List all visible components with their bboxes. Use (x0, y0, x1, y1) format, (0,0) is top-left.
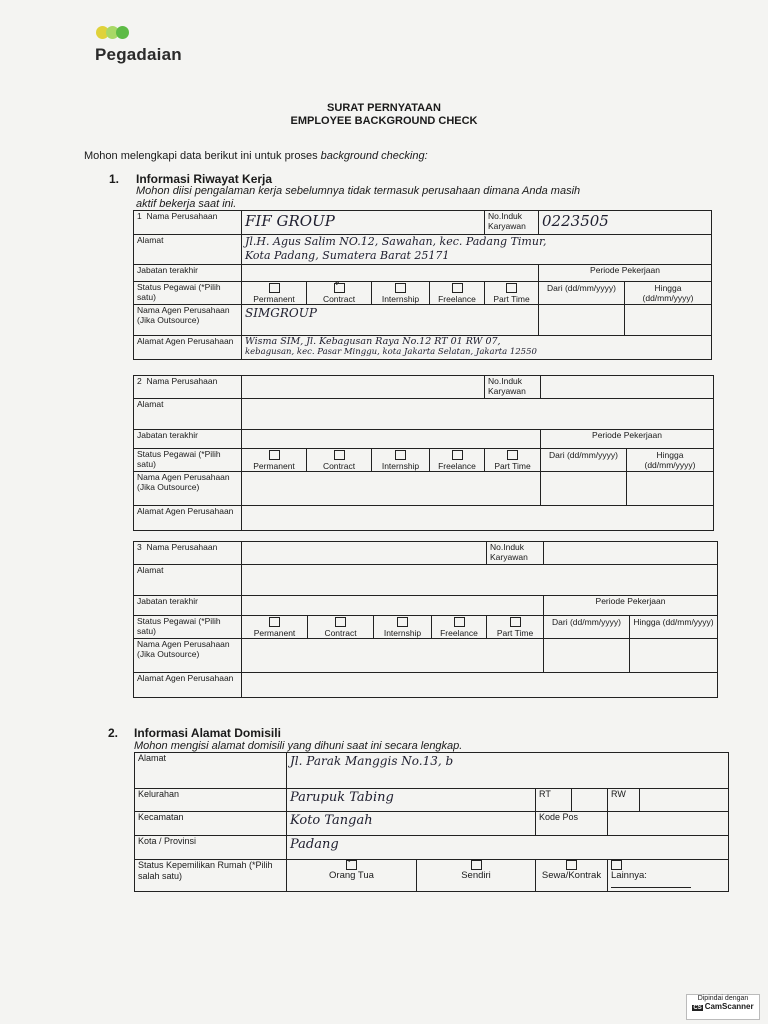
position-field[interactable] (242, 596, 544, 616)
postal-code-label: Kode Pos (536, 812, 608, 836)
position-label: Jabatan terakhir (134, 596, 242, 616)
checkbox-icon[interactable] (454, 617, 465, 627)
status-internship[interactable]: Internship (372, 449, 430, 472)
company-name-field[interactable] (242, 542, 487, 565)
section1-subtitle-2: aktif bekerja saat ini. (136, 198, 237, 210)
position-field[interactable] (242, 265, 539, 282)
agent-name-field[interactable] (242, 472, 541, 506)
checkbox-icon[interactable] (269, 617, 280, 627)
checkbox-icon[interactable] (269, 283, 280, 293)
company-name-field[interactable]: FIF GROUP (242, 211, 485, 235)
checkbox-checked-icon[interactable] (346, 860, 357, 870)
section2-subtitle: Mohon mengisi alamat domisili yang dihuni saat ini secara lengkap. (134, 740, 463, 752)
kelurahan-field[interactable]: Parupuk Tabing (287, 789, 536, 812)
section1-title: Informasi Riwayat Kerja (136, 172, 273, 186)
section1-subtitle-1: Mohon diisi pengalaman kerja sebelumnya tidak termasuk perusahaan dimana Anda masih (136, 185, 581, 197)
section1-number: 1. (109, 172, 120, 186)
employment-status-label: Status Pegawai (*Pilih satu) (134, 616, 242, 639)
company-name-label: 2 Nama Perusahaan (134, 376, 242, 399)
status-part-time[interactable]: Part Time (487, 616, 544, 639)
start-date-field[interactable]: Dari (dd/mm/yyyy) (539, 282, 625, 305)
housing-option-parents[interactable]: ✓ Orang Tua (287, 860, 417, 892)
start-date-field[interactable]: Dari (dd/mm/yyyy) (544, 616, 630, 639)
rw-field[interactable] (640, 789, 729, 812)
checkbox-icon[interactable] (395, 283, 406, 293)
end-date-value[interactable] (630, 639, 718, 673)
status-freelance[interactable]: Freelance (430, 449, 485, 472)
company-name-label: 3 Nama Perusahaan (134, 542, 242, 565)
start-date-field[interactable]: Dari (dd/mm/yyyy) (541, 449, 627, 472)
status-freelance[interactable]: Freelance (430, 282, 485, 305)
agent-address-label: Alamat Agen Perusahaan (134, 336, 242, 360)
checkbox-icon[interactable] (506, 283, 517, 293)
kecamatan-field[interactable]: Koto Tangah (287, 812, 536, 836)
domicile-address-field[interactable]: Jl. Parak Manggis No.13, b (287, 753, 729, 789)
doc-title-line2: EMPLOYEE BACKGROUND CHECK (290, 115, 478, 127)
status-internship[interactable]: Internship (372, 282, 430, 305)
address-field[interactable]: Jl.H. Agus Salim NO.12, Sawahan, kec. Padang Timur, Kota Padang, Sumatera Barat 25171 (242, 235, 712, 265)
other-line[interactable] (611, 887, 691, 888)
employee-no-field[interactable] (541, 376, 714, 399)
checkbox-icon[interactable] (471, 860, 482, 870)
status-part-time[interactable]: Part Time (485, 449, 541, 472)
end-date-value[interactable] (627, 472, 714, 506)
address-field[interactable] (242, 399, 714, 430)
brand-name: Pegadaian (95, 45, 182, 64)
work-period-label: Periode Pekerjaan (544, 596, 718, 616)
status-internship[interactable]: Internship (374, 616, 432, 639)
agent-address-field[interactable] (242, 673, 718, 698)
end-date-field[interactable]: Hingga (dd/mm/yyyy) (625, 282, 712, 305)
employee-no-label: No.Induk Karyawan (485, 376, 541, 399)
address-label: Alamat (134, 235, 242, 265)
city-province-field[interactable]: Padang (287, 836, 729, 860)
agent-name-label: Nama Agen Perusahaan (Jika Outsource) (134, 639, 242, 673)
work-period-label: Periode Pekerjaan (541, 430, 714, 449)
kecamatan-label: Kecamatan (135, 812, 287, 836)
domicile-table (134, 752, 729, 892)
status-freelance[interactable]: Freelance (432, 616, 487, 639)
checkbox-icon[interactable] (452, 450, 463, 460)
housing-option-rent[interactable]: Sewa/Kontrak (536, 860, 608, 892)
employment-table-3 (133, 541, 718, 698)
end-date-field[interactable]: Hingga (dd/mm/yyyy) (630, 616, 718, 639)
doc-title-line1: SURAT PERNYATAAN (327, 102, 441, 114)
employee-no-label: No.Induk Karyawan (487, 542, 544, 565)
agent-name-label: Nama Agen Perusahaan (Jika Outsource) (134, 472, 242, 506)
address-label: Alamat (134, 565, 242, 596)
checkbox-icon[interactable] (334, 450, 345, 460)
employee-no-field[interactable] (544, 542, 718, 565)
housing-status-label: Status Kepemilikan Rumah (*Pilih salah satu) (135, 860, 287, 892)
company-name-field[interactable] (242, 376, 485, 399)
employment-table-2 (133, 375, 714, 531)
status-permanent[interactable]: Permanent (242, 449, 307, 472)
checkbox-checked-icon[interactable] (334, 283, 345, 293)
intro-text: Mohon melengkapi data berikut ini untuk proses background checking: (84, 150, 428, 162)
employee-no-field[interactable]: 0223505 (539, 211, 712, 235)
checkbox-icon[interactable] (566, 860, 577, 870)
checkbox-icon[interactable] (510, 617, 521, 627)
rt-field[interactable] (572, 789, 608, 812)
agent-name-label: Nama Agen Perusahaan (Jika Outsource) (134, 305, 242, 336)
employee-no-label: No.Induk Karyawan (485, 211, 539, 235)
rw-label: RW (608, 789, 640, 812)
checkbox-icon[interactable] (452, 283, 463, 293)
agent-address-label: Alamat Agen Perusahaan (134, 506, 242, 531)
employment-status-label: Status Pegawai (*Pilih satu) (134, 449, 242, 472)
status-permanent[interactable]: Permanent (242, 616, 308, 639)
rt-label: RT (536, 789, 572, 812)
kelurahan-label: Kelurahan (135, 789, 287, 812)
status-permanent[interactable]: Permanent (242, 282, 307, 305)
company-name-label: 1 Nama Perusahaan (134, 211, 242, 235)
address-label: Alamat (134, 399, 242, 430)
camscanner-icon: CS (693, 1005, 702, 1011)
checkbox-icon[interactable] (507, 450, 518, 460)
pegadaian-logo-icon (96, 26, 142, 42)
city-province-label: Kota / Provinsi (135, 836, 287, 860)
housing-option-own[interactable]: Sendiri (417, 860, 536, 892)
housing-option-other[interactable]: Lainnya: (608, 860, 729, 892)
domicile-address-label: Alamat (135, 753, 287, 789)
status-part-time[interactable]: Part Time (485, 282, 539, 305)
status-contract[interactable]: Contract (308, 616, 374, 639)
checkbox-icon[interactable] (611, 860, 622, 870)
agent-address-field[interactable]: Wisma SIM, Jl. Kebagusan Raya No.12 RT 01 RW 07, kebagusan, kec. Pasar Minggu, kota Jakarta Selatan, Jakarta 12550 (242, 336, 712, 360)
employment-status-label: Status Pegawai (*Pilih satu) (134, 282, 242, 305)
agent-name-field[interactable] (242, 639, 544, 673)
camscanner-watermark: Dipindai dengan CS CamScanner (686, 994, 760, 1020)
status-contract[interactable]: Contract (307, 449, 372, 472)
postal-code-field[interactable] (608, 812, 729, 836)
section2-number: 2. (108, 726, 119, 740)
agent-address-field[interactable] (242, 506, 714, 531)
start-date-value[interactable] (544, 639, 630, 673)
start-date-value[interactable] (541, 472, 627, 506)
start-date-value[interactable] (539, 305, 625, 336)
checkbox-icon[interactable] (269, 450, 280, 460)
checkbox-icon[interactable] (395, 450, 406, 460)
position-label: Jabatan terakhir (134, 265, 242, 282)
status-contract[interactable]: ✓ Contract (307, 282, 372, 305)
end-date-field[interactable]: Hingga (dd/mm/yyyy) (627, 449, 714, 472)
agent-address-label: Alamat Agen Perusahaan (134, 673, 242, 698)
position-field[interactable] (242, 430, 541, 449)
checkbox-icon[interactable] (335, 617, 346, 627)
address-field[interactable] (242, 565, 718, 596)
position-label: Jabatan terakhir (134, 430, 242, 449)
employment-table-1 (133, 210, 712, 360)
end-date-value[interactable] (625, 305, 712, 336)
checkbox-icon[interactable] (397, 617, 408, 627)
section2-title: Informasi Alamat Domisili (134, 726, 281, 740)
agent-name-field[interactable]: SIMGROUP (242, 305, 539, 336)
work-period-label: Periode Pekerjaan (539, 265, 712, 282)
